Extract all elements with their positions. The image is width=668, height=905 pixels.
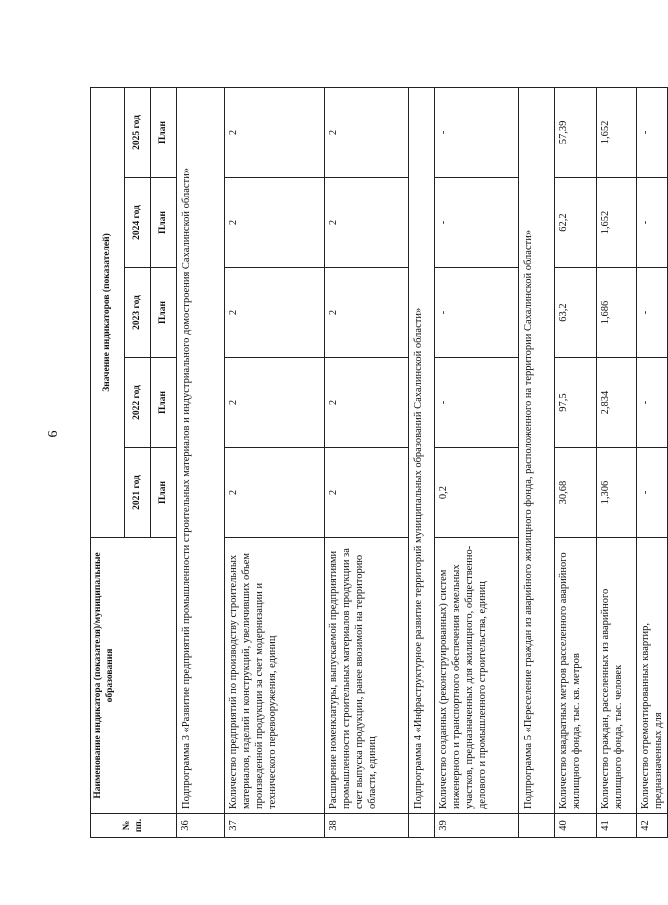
indicator-name: Расширение номенклатуры, выпускаемой предприятиями промышленности строительных материалов продукции за счет выпуска продукции, ранее ввозимой на территорию области, единиц bbox=[325, 538, 409, 814]
header-year-2025: 2025 год bbox=[125, 87, 151, 177]
section-title: Подпрограмма 4 «Инфраструктурное развитие территорий муниципальных образований Сахалинской области» bbox=[409, 87, 435, 813]
row-number: 38 bbox=[325, 814, 409, 838]
row-number: 37 bbox=[225, 814, 325, 838]
value-2022: - bbox=[435, 358, 519, 448]
row-number: 42 bbox=[637, 814, 668, 838]
row-number: 36 bbox=[177, 814, 225, 838]
value-2025: - bbox=[637, 87, 668, 177]
header-plan: План bbox=[151, 268, 177, 358]
value-2023: - bbox=[637, 268, 668, 358]
value-2024: 2 bbox=[225, 178, 325, 268]
value-2022: 2 bbox=[225, 358, 325, 448]
indicator-name: Количество отремонтированных квартир, предназначенных для bbox=[637, 538, 668, 814]
value-2022: - bbox=[637, 358, 668, 448]
table-row bbox=[325, 87, 409, 837]
value-2021: 30,68 bbox=[555, 448, 597, 538]
value-2021: 1,306 bbox=[597, 448, 637, 538]
header-year-2023: 2023 год bbox=[125, 268, 151, 358]
rotated-table-container bbox=[90, 88, 665, 838]
value-2022: 97,5 bbox=[555, 358, 597, 448]
table-row bbox=[637, 87, 668, 837]
section-row bbox=[519, 87, 555, 837]
indicator-name: Количество созданных (реконструированных) систем инженерного и транспортного обеспечения земельных участков, предназначенных для жилищного, общественно-делового и промышленного строительства, единиц bbox=[435, 538, 519, 814]
value-2021: 0,2 bbox=[435, 448, 519, 538]
value-2024: - bbox=[435, 178, 519, 268]
value-2024: - bbox=[637, 178, 668, 268]
value-2024: 2 bbox=[325, 178, 409, 268]
header-year-2021: 2021 год bbox=[125, 448, 151, 538]
value-2025: 1,652 bbox=[597, 87, 637, 177]
value-2023: 63,2 bbox=[555, 268, 597, 358]
indicator-name: Количество граждан, расселенных из аварийного жилищного фонда, тыс. человек bbox=[597, 538, 637, 814]
row-number bbox=[519, 814, 555, 838]
value-2021: 2 bbox=[325, 448, 409, 538]
section-title: Подпрограмма 3 «Развитие предприятий промышленности строительных материалов и индустриального домостроения Сахалинской области» bbox=[177, 87, 225, 813]
value-2024: 1,652 bbox=[597, 178, 637, 268]
row-number: 41 bbox=[597, 814, 637, 838]
value-2023: 1,686 bbox=[597, 268, 637, 358]
value-2025: 2 bbox=[225, 87, 325, 177]
table-row bbox=[435, 87, 519, 837]
value-2023: 2 bbox=[225, 268, 325, 358]
table-row bbox=[597, 87, 637, 837]
value-2021: 2 bbox=[225, 448, 325, 538]
row-number bbox=[409, 814, 435, 838]
row-number: 40 bbox=[555, 814, 597, 838]
value-2023: - bbox=[435, 268, 519, 358]
value-2022: 2,834 bbox=[597, 358, 637, 448]
value-2025: 2 bbox=[325, 87, 409, 177]
header-plan: План bbox=[151, 178, 177, 268]
header-plan: План bbox=[151, 358, 177, 448]
indicators-table bbox=[90, 87, 668, 838]
value-2025: 57,39 bbox=[555, 87, 597, 177]
indicator-name: Количество квадратных метров расселенного аварийного жилищного фонда, тыс. кв. метров bbox=[555, 538, 597, 814]
value-2022: 2 bbox=[325, 358, 409, 448]
value-2024: 62,2 bbox=[555, 178, 597, 268]
value-2025: - bbox=[435, 87, 519, 177]
table-row bbox=[225, 87, 325, 837]
header-plan: План bbox=[151, 87, 177, 177]
section-row bbox=[177, 87, 225, 837]
header-col-values: Значение индикаторов (показателей) bbox=[91, 87, 125, 537]
indicator-name: Количество предприятий по производству строительных материалов, изделий и конструкций, увеличивших объем произведенной продукции за счет модернизации и технического перевооружения, единиц bbox=[225, 538, 325, 814]
row-number: 39 bbox=[435, 814, 519, 838]
table-body bbox=[177, 87, 668, 837]
header-plan: План bbox=[151, 448, 177, 538]
header-year-2022: 2022 год bbox=[125, 358, 151, 448]
section-row bbox=[409, 87, 435, 837]
header-col-no: № пп. bbox=[91, 814, 177, 838]
section-title: Подпрограмма 5 «Переселение граждан из аварийного жилищного фонда, расположенного на территории Сахалинской области» bbox=[519, 87, 555, 813]
page-number: 6 bbox=[46, 430, 61, 438]
value-2023: 2 bbox=[325, 268, 409, 358]
table-header bbox=[91, 87, 177, 837]
header-year-2024: 2024 год bbox=[125, 178, 151, 268]
value-2021: - bbox=[637, 448, 668, 538]
header-col-name: Наименование индикатора (показателя)/муниципальные образования bbox=[91, 538, 177, 814]
table-row bbox=[555, 87, 597, 837]
